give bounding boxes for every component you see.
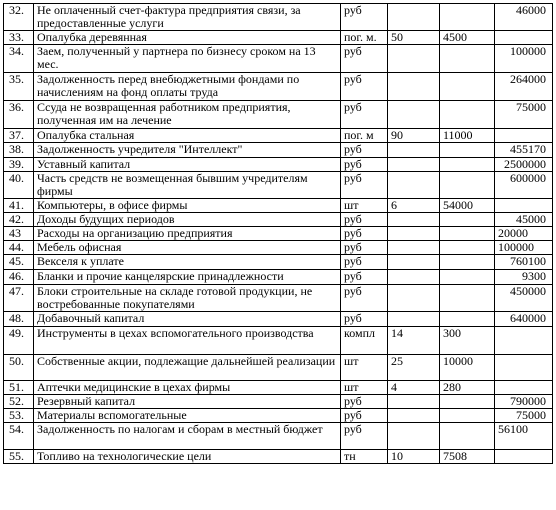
unit-cell: тн (341, 450, 388, 464)
row-number-cell: 36. (4, 101, 34, 129)
amount-cell: 45000 (495, 213, 553, 227)
price-cell: 280 (440, 381, 495, 395)
quantity-cell (388, 409, 440, 423)
unit-cell: руб (341, 409, 388, 423)
price-cell (440, 227, 495, 241)
unit-cell: руб (341, 423, 388, 450)
quantity-cell (388, 241, 440, 255)
table-row (4, 158, 553, 172)
table-row (4, 409, 553, 423)
quantity-cell (388, 395, 440, 409)
balance-items-table (3, 3, 553, 464)
unit-cell: компл (341, 327, 388, 355)
item-name-cell: Аптечки медицинские в цехах фирмы (34, 381, 341, 395)
row-number-cell: 33. (4, 31, 34, 45)
quantity-cell (388, 143, 440, 158)
quantity-cell (388, 213, 440, 227)
unit-cell: шт (341, 355, 388, 381)
amount-cell: 790000 (495, 395, 553, 409)
amount-cell: 75000 (495, 409, 553, 423)
item-name-cell: Мебель офисная (34, 241, 341, 255)
item-name-cell: Добавочный капитал (34, 312, 341, 327)
item-name-cell: Материалы вспомогательные (34, 409, 341, 423)
price-cell (440, 423, 495, 450)
row-number-cell: 38. (4, 143, 34, 158)
price-cell: 4500 (440, 31, 495, 45)
table-row (4, 255, 553, 270)
item-name-cell: Топливо на технологические цели (34, 450, 341, 464)
amount-cell: 760100 (495, 255, 553, 270)
row-number-cell: 42. (4, 213, 34, 227)
row-number-cell: 43 (4, 227, 34, 241)
quantity-cell (388, 285, 440, 312)
item-name-cell: Бланки и прочие канцелярские принадлежности (34, 270, 341, 285)
price-cell: 10000 (440, 355, 495, 381)
amount-cell (495, 450, 553, 464)
unit-cell: руб (341, 395, 388, 409)
price-cell (440, 395, 495, 409)
amount-cell: 100000 (495, 45, 553, 73)
price-cell (440, 101, 495, 129)
unit-cell: руб (341, 143, 388, 158)
quantity-cell (388, 45, 440, 73)
price-cell (440, 409, 495, 423)
quantity-cell (388, 227, 440, 241)
price-cell: 11000 (440, 129, 495, 143)
row-number-cell: 52. (4, 395, 34, 409)
table-row (4, 172, 553, 199)
amount-cell: 264000 (495, 73, 553, 101)
price-cell (440, 285, 495, 312)
item-name-cell: Заем, полученный у партнера по бизнесу сроком на 13 мес. (34, 45, 341, 73)
quantity-cell (388, 270, 440, 285)
item-name-cell: Задолженность учредителя "Интеллект" (34, 143, 341, 158)
row-number-cell: 44. (4, 241, 34, 255)
table-row (4, 227, 553, 241)
item-name-cell: Ссуда не возвращенная работником предприятия, полученная им на лечение (34, 101, 341, 129)
item-name-cell: Часть средств не возмещенная бывшим учредителям фирмы (34, 172, 341, 199)
row-number-cell: 46. (4, 270, 34, 285)
table-row (4, 143, 553, 158)
amount-cell (495, 31, 553, 45)
quantity-cell (388, 158, 440, 172)
table-row (4, 395, 553, 409)
table-row (4, 129, 553, 143)
price-cell (440, 241, 495, 255)
price-cell (440, 213, 495, 227)
quantity-cell: 4 (388, 381, 440, 395)
table-row (4, 270, 553, 285)
item-name-cell: Инструменты в цехах вспомогательного производства (34, 327, 341, 355)
amount-cell: 2500000 (495, 158, 553, 172)
quantity-cell (388, 172, 440, 199)
quantity-cell: 90 (388, 129, 440, 143)
table-row (4, 199, 553, 213)
unit-cell: руб (341, 285, 388, 312)
row-number-cell: 55. (4, 450, 34, 464)
unit-cell: руб (341, 241, 388, 255)
unit-cell: руб (341, 73, 388, 101)
row-number-cell: 37. (4, 129, 34, 143)
table-row (4, 355, 553, 381)
price-cell: 54000 (440, 199, 495, 213)
amount-cell: 20000 (495, 227, 553, 241)
price-cell (440, 172, 495, 199)
item-name-cell: Компьютеры, в офисе фирмы (34, 199, 341, 213)
row-number-cell: 47. (4, 285, 34, 312)
quantity-cell: 25 (388, 355, 440, 381)
quantity-cell (388, 423, 440, 450)
quantity-cell: 10 (388, 450, 440, 464)
item-name-cell: Опалубка деревянная (34, 31, 341, 45)
item-name-cell: Собственные акции, подлежащие дальнейшей реализации (34, 355, 341, 381)
unit-cell: руб (341, 172, 388, 199)
table-row (4, 101, 553, 129)
quantity-cell (388, 4, 440, 31)
item-name-cell: Опалубка стальная (34, 129, 341, 143)
row-number-cell: 50. (4, 355, 34, 381)
amount-cell: 56100 (495, 423, 553, 450)
row-number-cell: 49. (4, 327, 34, 355)
price-cell (440, 4, 495, 31)
table-row (4, 241, 553, 255)
row-number-cell: 35. (4, 73, 34, 101)
item-name-cell: Резервный капитал (34, 395, 341, 409)
quantity-cell: 50 (388, 31, 440, 45)
amount-cell: 100000 (495, 241, 553, 255)
amount-cell: 455170 (495, 143, 553, 158)
amount-cell (495, 199, 553, 213)
table-row (4, 4, 553, 31)
unit-cell: руб (341, 312, 388, 327)
table-row (4, 312, 553, 327)
table-row (4, 31, 553, 45)
row-number-cell: 39. (4, 158, 34, 172)
quantity-cell (388, 73, 440, 101)
unit-cell: шт (341, 199, 388, 213)
quantity-cell (388, 255, 440, 270)
amount-cell: 9300 (495, 270, 553, 285)
price-cell: 300 (440, 327, 495, 355)
amount-cell: 640000 (495, 312, 553, 327)
table-row (4, 450, 553, 464)
unit-cell: руб (341, 101, 388, 129)
row-number-cell: 41. (4, 199, 34, 213)
price-cell (440, 270, 495, 285)
amount-cell: 46000 (495, 4, 553, 31)
unit-cell: руб (341, 270, 388, 285)
amount-cell (495, 327, 553, 355)
table-row (4, 285, 553, 312)
document-table-container (3, 3, 553, 464)
amount-cell (495, 355, 553, 381)
row-number-cell: 54. (4, 423, 34, 450)
table-row (4, 73, 553, 101)
unit-cell: пог. м. (341, 31, 388, 45)
amount-cell: 75000 (495, 101, 553, 129)
price-cell (440, 143, 495, 158)
unit-cell: руб (341, 213, 388, 227)
amount-cell: 600000 (495, 172, 553, 199)
unit-cell: руб (341, 4, 388, 31)
row-number-cell: 53. (4, 409, 34, 423)
price-cell (440, 312, 495, 327)
unit-cell: руб (341, 255, 388, 270)
price-cell (440, 255, 495, 270)
table-row (4, 423, 553, 450)
price-cell: 7508 (440, 450, 495, 464)
item-name-cell: Блоки строительные на складе готовой продукции, не востребованные покупателями (34, 285, 341, 312)
quantity-cell (388, 312, 440, 327)
item-name-cell: Расходы на организацию предприятия (34, 227, 341, 241)
row-number-cell: 34. (4, 45, 34, 73)
row-number-cell: 40. (4, 172, 34, 199)
quantity-cell: 6 (388, 199, 440, 213)
row-number-cell: 45. (4, 255, 34, 270)
amount-cell (495, 129, 553, 143)
table-row (4, 381, 553, 395)
item-name-cell: Не оплаченный счет-фактура предприятия связи, за предоставленные услуги (34, 4, 341, 31)
table-body (4, 4, 553, 464)
price-cell (440, 158, 495, 172)
amount-cell: 450000 (495, 285, 553, 312)
quantity-cell (388, 101, 440, 129)
amount-cell (495, 381, 553, 395)
unit-cell: шт (341, 381, 388, 395)
unit-cell: пог. м (341, 129, 388, 143)
row-number-cell: 51. (4, 381, 34, 395)
price-cell (440, 45, 495, 73)
unit-cell: руб (341, 158, 388, 172)
item-name-cell: Доходы будущих периодов (34, 213, 341, 227)
unit-cell: руб (341, 227, 388, 241)
table-row (4, 327, 553, 355)
table-row (4, 213, 553, 227)
item-name-cell: Задолженность по налогам и сборам в местный бюджет (34, 423, 341, 450)
item-name-cell: Векселя к уплате (34, 255, 341, 270)
table-row (4, 45, 553, 73)
price-cell (440, 73, 495, 101)
row-number-cell: 32. (4, 4, 34, 31)
item-name-cell: Уставный капитал (34, 158, 341, 172)
quantity-cell: 14 (388, 327, 440, 355)
item-name-cell: Задолженность перед внебюджетными фондами по начислениям на фонд оплаты труда (34, 73, 341, 101)
row-number-cell: 48. (4, 312, 34, 327)
unit-cell: руб (341, 45, 388, 73)
